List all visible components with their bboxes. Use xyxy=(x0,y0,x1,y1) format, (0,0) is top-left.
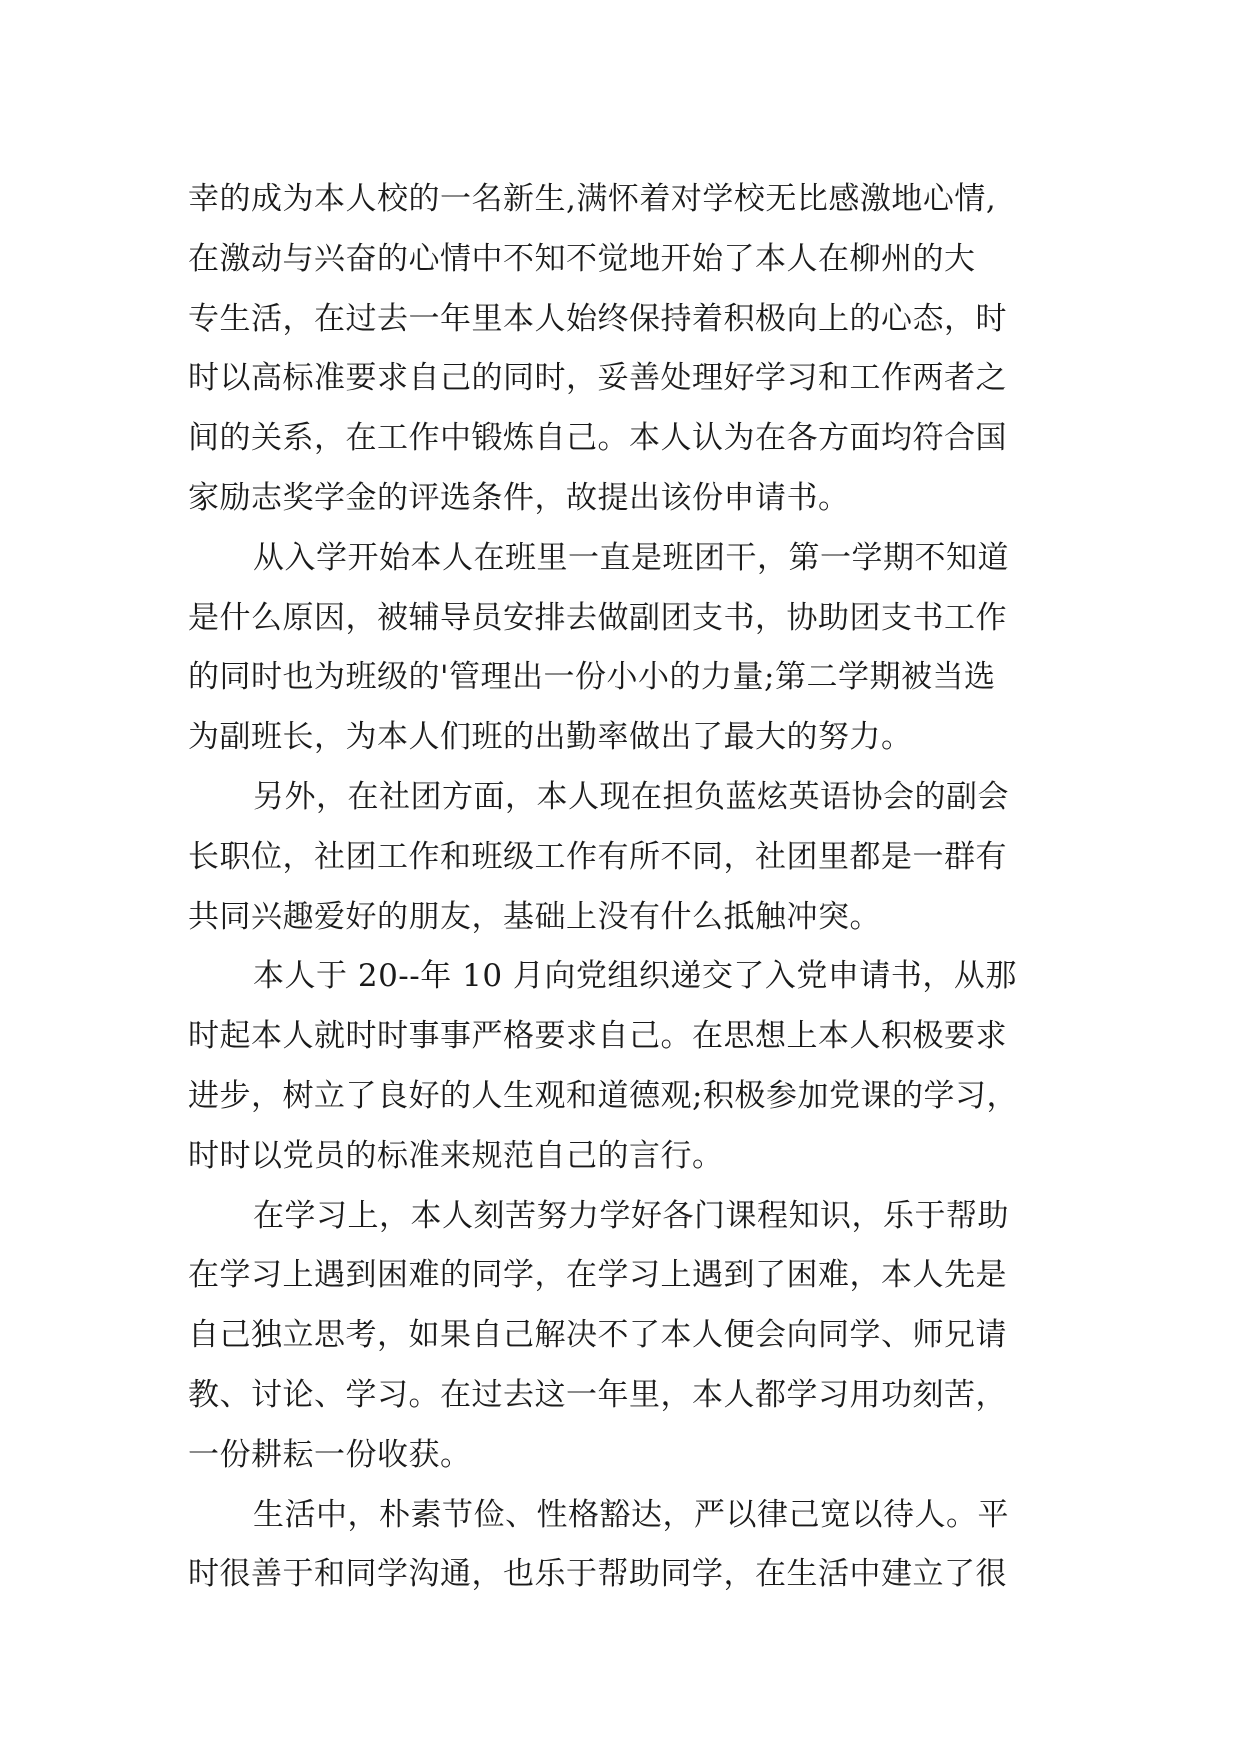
text-line: 家励志奖学金的评选条件，故提出该份申请书。 xyxy=(188,479,850,516)
text-line: 专生活，在过去一年里本人始终保持着积极向上的心态，时 xyxy=(188,300,1007,337)
text-line: 幸的成为本人校的一名新生,满怀着对学校无比感激地心情, xyxy=(188,181,997,217)
text-line: 自己独立思考，如果自己解决不了本人便会向同学、师兄请 xyxy=(188,1317,1007,1354)
paragraph-start-line: 本人于 20--年 10 月向党组织递交了入党申请书，从那 xyxy=(253,958,1017,995)
text-line: 在学习上遇到困难的同学，在学习上遇到了困难，本人先是 xyxy=(188,1257,1007,1294)
text-line: 间的关系，在工作中锻炼自己。本人认为在各方面均符合国 xyxy=(188,420,1007,457)
text-line: 共同兴趣爱好的朋友，基础上没有什么抵触冲突。 xyxy=(188,898,881,935)
text-line: 在激动与兴奋的心情中不知不觉地开始了本人在柳州的大 xyxy=(188,240,976,277)
paragraph-start-line: 生活中，朴素节俭、性格豁达，严以律己宽以待人。平 xyxy=(253,1496,1009,1533)
text-line: 长职位，社团工作和班级工作有所不同，社团里都是一群有 xyxy=(188,838,1007,875)
paragraph-start-line: 从入学开始本人在班里一直是班团干，第一学期不知道 xyxy=(253,539,1009,576)
text-line: 进步，树立了良好的人生观和道德观;积极参加党课的学习， xyxy=(188,1077,1018,1114)
paragraph-start-line: 在学习上，本人刻苦努力学好各门课程知识，乐于帮助 xyxy=(253,1197,1009,1234)
text-line: 为副班长，为本人们班的出勤率做出了最大的努力。 xyxy=(188,719,913,756)
text-line: 是什么原因，被辅导员安排去做副团支书，协助团支书工作 xyxy=(188,599,1007,636)
text-line: 时时以党员的标准来规范自己的言行。 xyxy=(188,1137,724,1174)
paragraph-start-line: 另外，在社团方面，本人现在担负蓝炫英语协会的副会 xyxy=(253,778,1009,815)
text-line: 教、讨论、学习。在过去这一年里，本人都学习用功刻苦， xyxy=(188,1376,1007,1413)
text-line: 的同时也为班级的'管理出一份小小的力量;第二学期被当选 xyxy=(188,659,996,696)
text-line: 时以高标准要求自己的同时，妥善处理好学习和工作两者之 xyxy=(188,360,1007,397)
document-body xyxy=(188,170,1078,1605)
text-line: 时很善于和同学沟通，也乐于帮助同学，在生活中建立了很 xyxy=(188,1556,1007,1593)
text-line: 一份耕耘一份收获。 xyxy=(188,1436,472,1473)
text-line: 时起本人就时时事事严格要求自己。在思想上本人积极要求 xyxy=(188,1018,1007,1055)
